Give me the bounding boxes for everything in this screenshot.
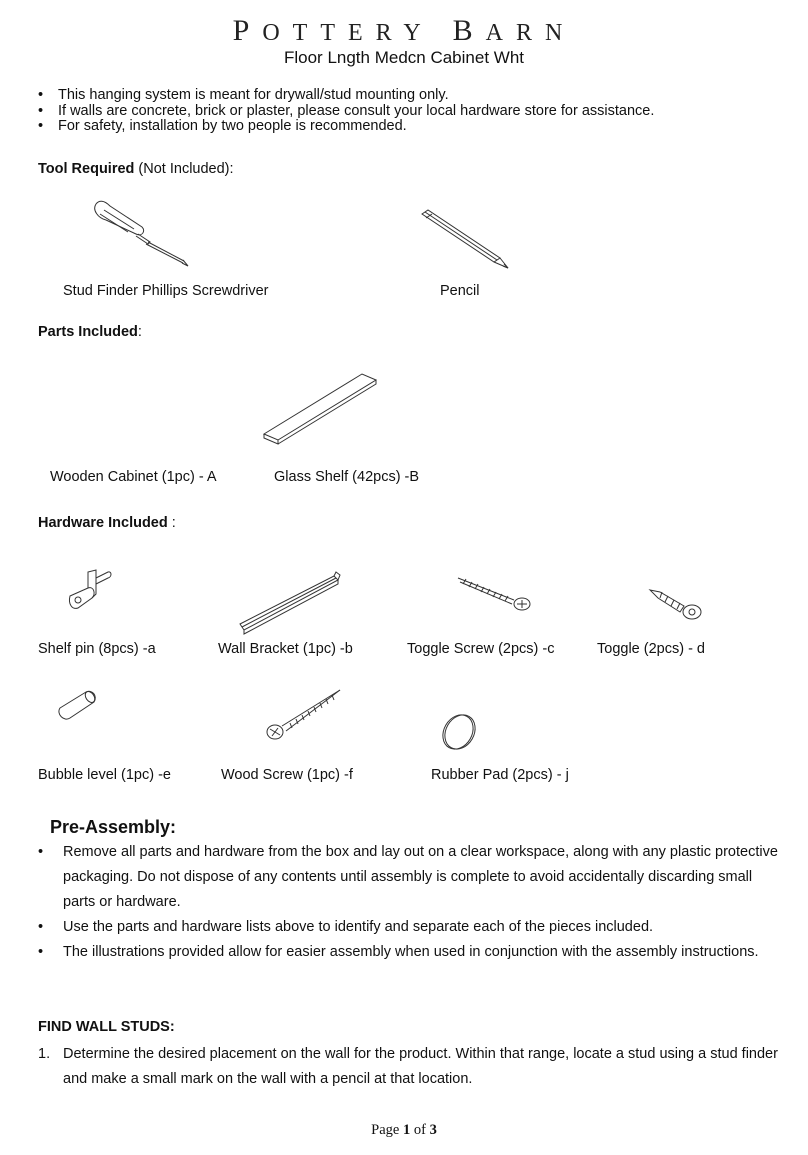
step-number: 1. bbox=[38, 1046, 51, 1062]
hardware-label: Bubble level (1pc) -e bbox=[38, 767, 171, 783]
document-title: Floor Lngth Medcn Cabinet Wht bbox=[283, 48, 524, 67]
hardware-label: Toggle Screw (2pcs) -c bbox=[407, 641, 555, 657]
intro-bullet-list bbox=[38, 88, 654, 135]
glass-shelf-icon bbox=[262, 372, 380, 450]
toggle-screw-icon bbox=[456, 576, 534, 616]
hardware-label: Rubber Pad (2pcs) - j bbox=[431, 767, 569, 783]
part-label: Glass Shelf (42pcs) -B bbox=[274, 469, 420, 485]
hardware-heading: Hardware Included : bbox=[38, 515, 176, 531]
wall-bracket-icon bbox=[238, 572, 343, 636]
pre-assembly-bullet: • The illustrations provided allow for easier assembly when used in conjunction with the assembly instructions. bbox=[38, 940, 778, 965]
hardware-label: Wall Bracket (1pc) -b bbox=[218, 641, 353, 657]
shelf-pin-icon bbox=[66, 566, 118, 614]
find-wall-studs-heading: FIND WALL STUDS: bbox=[38, 1019, 175, 1035]
wood-screw-icon bbox=[262, 686, 344, 744]
bubble-level-icon bbox=[54, 686, 104, 724]
part-label: Wooden Cabinet (1pc) - A bbox=[50, 469, 217, 485]
pencil-icon bbox=[418, 208, 513, 273]
pre-assembly-bullet: • Use the parts and hardware lists above to identify and separate each of the pieces included. bbox=[38, 915, 778, 940]
intro-bullet: • For safety, installation by two people is recommended. bbox=[38, 119, 654, 135]
pre-assembly-list bbox=[38, 840, 778, 965]
toggle-icon bbox=[648, 586, 706, 624]
step-text: Determine the desired placement on the wall for the product. Within that range, locate a stud using a stud finder and make a small mark on the wall with a pencil at that location. bbox=[63, 1046, 778, 1087]
tool-label: Stud Finder Phillips Screwdriver bbox=[63, 283, 269, 299]
find-wall-studs-step bbox=[38, 1042, 778, 1092]
hardware-label: Shelf pin (8pcs) -a bbox=[38, 641, 156, 657]
tools-heading: Tool Required (Not Included): bbox=[38, 161, 234, 177]
screwdriver-icon bbox=[88, 196, 198, 268]
hardware-label: Toggle (2pcs) - d bbox=[597, 641, 705, 657]
pre-assembly-bullet: • Remove all parts and hardware from the box and lay out on a clear workspace, along with any plastic protective packaging. Do not dispose of any contents until assembly is complete to avoid accidentally discarding small parts or hardware. bbox=[38, 840, 778, 915]
parts-heading: Parts Included: bbox=[38, 324, 142, 340]
hardware-label: Wood Screw (1pc) -f bbox=[221, 767, 353, 783]
intro-bullet: • If walls are concrete, brick or plaster, please consult your local hardware store for assistance. bbox=[38, 104, 654, 120]
rubber-pad-icon bbox=[438, 712, 480, 754]
pre-assembly-heading: Pre-Assembly: bbox=[50, 817, 177, 837]
page-indicator: Page 1 of 3 bbox=[371, 1122, 437, 1138]
intro-bullet: • This hanging system is meant for drywall/stud mounting only. bbox=[38, 88, 654, 104]
brand-logo: POTTERY BARN bbox=[232, 14, 576, 47]
tool-label: Pencil bbox=[440, 283, 480, 299]
